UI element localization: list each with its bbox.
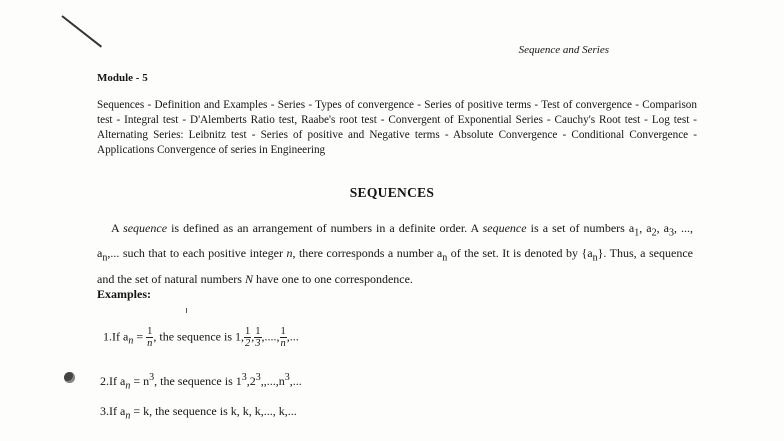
fraction: $\frac{1}{n}$: [147, 326, 153, 349]
running-header: Sequence and Series: [518, 44, 609, 56]
definition-paragraph: A sequence is defined as an arrangement of numbers in a definite order. A sequence is a set of numbers $a_1$, $a_2$, $a_3$, ..., $a_n$,... such that to each positive integer n, there corresponds a number $a_n$ of the set. It is denoted by $\{a_n\}$. Thus, a sequence and the set of natural numbers N have one to one correspondence.: [97, 221, 694, 286]
syllabus-text: Sequences - Definition and Examples - Series - Types of convergence - Series of positive terms - Test of convergence - Comparison test - Integral test - D'Alemberts Ratio test, Raabe's root test - Convergent of Exponential Series - Cauchy's Root test - Log test - Alternating Series: Leibnitz test - Series of positive and Negative terms - Absolute Convergence - Conditional Convergence - Applications Convergence of series in Engineering: [97, 99, 697, 156]
scan-speck: [64, 372, 75, 383]
example-2: 2.If $a_n = n^3$, the sequence is $1^3,2^3,,...,n^3$,...: [100, 372, 302, 392]
examples-heading: Examples:: [97, 287, 151, 301]
section-title: SEQUENCES: [349, 185, 435, 200]
pen-mark: [61, 15, 102, 47]
fraction: $\frac{1}{2}$: [245, 326, 251, 349]
example-1: 1.If $a_n$ = $\frac{1}{n}$ , the sequence is 1, $\frac{1}{2}$ , $\frac{1}{3}$ ,...., $\frac{1}{n}$ ,...: [103, 326, 299, 349]
stray-mark: [186, 308, 187, 313]
fraction: $\frac{1}{3}$: [255, 326, 261, 349]
module-label: Module - 5: [97, 72, 148, 84]
example-3: 3.If $a_n = k$, the sequence is k, k, k,..., k,...: [100, 404, 297, 422]
fraction: $\frac{1}{n}$: [280, 326, 286, 349]
